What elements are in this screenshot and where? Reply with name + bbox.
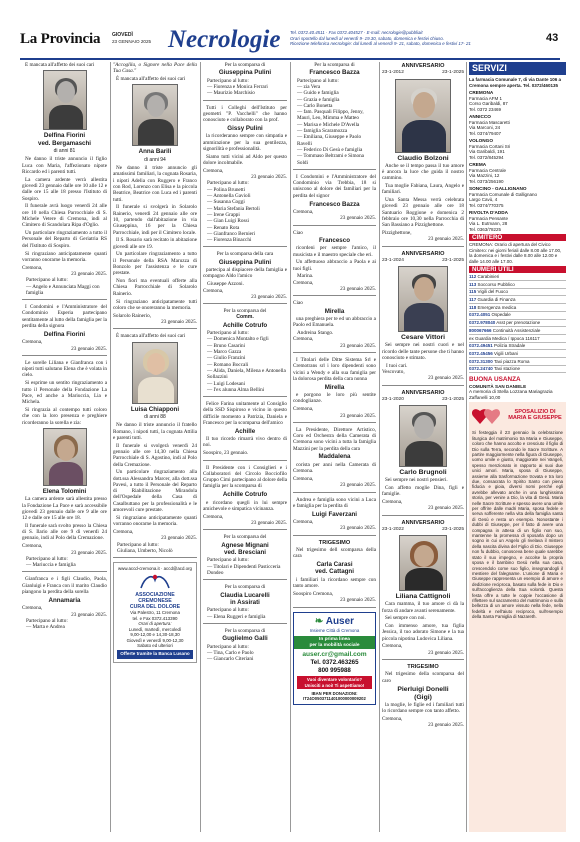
condolence-pulini-1: Per la scomparsa di Giuseppina Pulini Partecipano al lutto: — Fiorenza e Monica Ferrari — Maurizio Marchisio [203, 62, 287, 101]
trigesimo-donelli: TRIGESIMO Nel trigesimo della scomparsa del caro Pierluigi Donelli (Gigi) la moglie, le figlie ed i familiari tutti lo ricordano sempre con tanto affetto. Cremona, 23 gennaio 2025. [382, 664, 464, 729]
header-rule [20, 58, 560, 60]
page-header [20, 27, 560, 55]
deceased-name: Maddalena [318, 453, 351, 461]
deceased-name: Cesare Vittori [400, 334, 446, 342]
auser-advertisement: ❧ Auser Insieme Città di Cremona In prima linea per la mobilità sociale auser.cr@gmail.com Tel. 0372.463265 800 995988 Vuoi diventare volontario? Unisciti a noi! Ti aspettiamo! IBAN PER DONAZIONI: IT24O0503711401000000009202 [293, 612, 376, 706]
deceased-name: Gissy Pulini [227, 124, 263, 132]
column-divider [110, 62, 111, 832]
deceased-name: Claudia Lucarelli [220, 591, 270, 599]
list-item: 0372.24740 Taxi stazione [469, 366, 566, 374]
deceased-name: Francesco [319, 236, 350, 244]
cimitero-heading: CIMITERO [469, 234, 566, 241]
numeri-utili-list [469, 273, 566, 373]
list-item: 117 Guardia di Finanza [469, 296, 566, 304]
portrait-photo [132, 84, 178, 146]
sposalizio-text: Si festeggia il 23 gennaio la celebrazione liturgica del matrimonio tra Maria e Giuseppe, coloro che hanno accolto e cresciuto il figlio di Dio sulla Terra, secondo le Sacre Scritture. A partire maggiormente nella figura di Giuseppe, uomo umile e giusto, maggiorate nei Vangeli, spesso menzionato in rapporto ai suoi due unici amori. Maria, sposa di Giuseppe, assieme alla trasformazione trovata e tra loro due, consacrata lo Spirito Santo con piena fiducia e gioia, diversi nomi perché egli avrebbe allevato anche in una lunghissima storia, per venire a Dio, la vita di Gesù. Maria nelle Sacre Scritture e spesso avere una umile per offrire dalle madri Maria, sposa fedele e serva sofferente nella vita della famiglia santa di Gesù e resta un esempio. Nonostante i dubbi di Giuseppe, per il fatto di avere una compagna in attesa di un figlio non suo, mantenne la promessa di sposarla dopo un sogno in cui un Angelo gli rivelava il mistero della nascita divina del Figlio di Dio. Giuseppe non fu dubbio, conosceva bene quale sarebbe stato il suo impegno, e accolse la propria sposa e il bambino Gesù nella sua casa, crescendolo come suo figlio, insegnandogli il mestiere del falegname. L'unione di Maria e Giuseppe rappresenta un esempio di amore e dedizione reciproca, basato sulla fede in Dio e sull'accoglienza della Sua volontà. Questa festa offre a tutte le coppie l'occasione di riflettere sul sacramento del matrimonio e sulla bellezza di un amore vissuto nella fede, nella fedeltà e nell'aiuto reciproco, sull'esempio della Santa Famiglia di Nazareth. [469, 428, 566, 832]
accd-logo-icon [135, 572, 175, 590]
column-divider [466, 62, 467, 832]
portrait-photo [43, 70, 87, 130]
list-item: 0372.4051 Ospedale [469, 312, 566, 320]
services-sidebar: SERVIZI La farmacia Comunale 7, di via Dante 106 a Cremona sempre aperta. Tel. 0372/460135 CREMONA Farmacia AFM 1 Corso Garibaldi, 87 Tel. 0372 23469 ANNICCO Farmacia Mascaretti Via Marconi, 24 Tel. 0374/79407 VOLONGO Farmacia Cortani Sri Via Garibaldi, 191 Tel. 0372/845294 CREMA Farmacia Centrale Via Mazzini, 12 Tel. 0373/256190 SONCINO - GALLIGNANO Farmacia Comunale di Gallignano Largo Cavù, 4 Tel. 0374/770375 RIVOLTA D'ADDA Farmacia Pensante Via L. Eutmann, 28 Tel. 0363/78225 CIMITERO CREMONA: Orario di apertura del Civico Cimitero: nei giorni feriali dalle 8.00 alle 17.00, la domenica e i festivi dalle 8.00 alle 12.00 e dalle 14.00 alle 17.00. NUMERI UTILI 112 Carabinieri 113 Soccorso Pubblico 115 Vigili del Fuoco 117 Guardia di Finanza 118 Emergenza medica 0372.4051 Ospedale 0372.978040 Asst per prenotazione 800067666 Continuità Assistenziale ex Guardia Medica / Ippoca 116117 0372.49451 Polizia Stradale 0372.45456 Vigili Urbani 0372.31300 Taxi piazza Roma 0372.24740 Taxi stazione BUONA USANZA COMUNITÀ SAN DANIELE A memoria di Stella Lozzana Mariagrazia Zaffanelli 10,00 SPOSALIZIO DI MARIA E GIUSEPPE Si festeggia il 23 gennaio la celebrazione liturgica del matrimonio tra Maria e Giuseppe, coloro che hanno accolto e cresciuto il figlio di Dio sulla Terra, secondo le Sacre Scritture. A partire maggiormente nella figura di Giuseppe, uomo umile e giusto, maggiorate nei Vangeli, spesso menzionato in rapporto ai suoi due unici amori. Maria, sposa di Giuseppe, assieme alla trasformazione trovata e tra loro due, consacrata lo Spirito Santo con piena fiducia e gioia, diversi nomi perché egli avrebbe allevato anche in una lunghissima storia, per venire a Dio, la vita di Gesù. Maria nelle Sacre Scritture e spesso avere una umile per offrire dalle madri Maria, sposa fedele e serva sofferente nella vita della famiglia santa di Gesù e resta un esempio. Nonostante i dubbi di Giuseppe, per il fatto di avere una compagna in attesa di un figlio non suo, mantenne la promessa di sposarla dopo un sogno in cui un Angelo gli rivelava il mistero della nascita divina del Figlio di Dio. Giuseppe non fu dubbio, conosceva bene quale sarebbe stato il suo impegno, e accolse la propria sposa e il bambino Gesù nella sua casa, crescendolo come suo figlio, insegnandogli il mestiere del falegname. L'unione di Maria e Giuseppe rappresenta un esempio di amore e dedizione reciproca, basato sulla fede in Dio e sull'accoglienza della Sua volontà. Questa festa offre a tutte le coppie l'occasione di riflettere sul sacramento del matrimonio e sulla bellezza di un amore vissuto nella fede, nella fedeltà e nell'aiuto reciproco, sull'esempio della Santa Famiglia di Nazareth. [469, 62, 566, 832]
accd-advertisement: www.accd-cremona.it · accd@acd.org ASSOCIAZIONE CREMONESE CURA DEL DOLORE Via Palestro, 11 Cremona tel. e Fax 0372.413390 Orari di apertura: Lunedì, martedì, mercoledì 9,00-12,00 e 14,30-18,30 Giovedì e venerdì 9,00-12,30 Sabato ed ulteriori Offerte tramite la Banca Lusano [113, 562, 197, 662]
buona-usanza-title: BUONA USANZA [469, 376, 521, 384]
condolence-lucarelli: Per la scomparsa di Claudia Lucarelli in Assirati Partecipano al lutto: — Elena Ruggeri e famiglia [203, 584, 287, 624]
deceased-name: Luigi Faverzani [311, 510, 358, 518]
column-4 [293, 62, 376, 832]
condolence-mignani: Per la scomparsa del Agnese Mignani ved. Bresciani Partecipano al lutto: — Titolari e Dipendenti Pasticceria Dondeo [203, 534, 287, 580]
deceased-name: Claudio Bolzoni [397, 154, 449, 162]
condolence-cotrufo-1: Per la scomparsa del Comm. Achille Cotrufo Partecipano al lutto: — Domenica Montalto e figli — Bruno Casarini — Marco Gazza — Giulio Franzini — Romano Boccali — Alida, Daniela, Milena e Antonella Sollazzini — Luigi Lodesani — I'ex alunna Alma Bellini [203, 308, 287, 397]
column-3 [203, 62, 287, 832]
auser-logo: ❧ Auser [314, 615, 355, 627]
condolence-condominio: I Condomini e l'Amministratore del Condominio Esperia partecipano sentitamente al lutto della famiglia per la perdita della signora Delfina Fiorini Cremona, 23 gennaio 2025. [22, 304, 107, 356]
newspaper-logo: La Provincia [20, 31, 101, 47]
deceased-name: Carlo Brugnoli [399, 469, 447, 477]
deceased-name: Achille Cotrufo [222, 321, 268, 329]
deceased-name: Pierluigi Donelli [397, 685, 449, 693]
obituary-tolomini: Le sorelle Liliana e Gianfranca con i nipoti tutti salutano Elena che è volata in cielo. Si esprime un sentito ringraziamento a tutto il Personale della Fondazione La Pace, ed anche a Mariuccia, Lia e Michela. Si ringrazia al contempo tutti coloro che con la loro presenza e preghiere ricorderanno la sorella e zia: Elena Tolomini La camera ardente sarà allestita presso la Fondazione La Pace e sarà accessibile giovedì 23 gennaio dalle ore 9 alle ore 12 e dalle ore 15 alle ore 18. Il funerale sarà svolto presso la Chiesa di S. Ilario alle ore 9 di venerdì 24 gennaio, indi al Polo della Cremazione. Cremona, 23 gennaio 2025. Partecipano al lutto: — Mariuccia e famiglia [22, 360, 107, 573]
page-number: 43 [546, 32, 559, 44]
portrait-photo [399, 405, 447, 467]
portrait-photo [399, 535, 447, 591]
deceased-name: Achille Cotrufo [222, 491, 268, 499]
deceased-name: Delfina Fiorini [43, 330, 86, 338]
obituary-fiorini: È mancata all'affetto dei suoi cari Delfina Fiorini ved. Bergamaschi di anni 81 Ne danno il triste annuncio il figlio Luca con Maria, l'affezionato nipote Riccardo ed i parenti tutti. La camera ardente verrà allestita giovedì 23 gennaio dalle ore 10 alle 12 e dalle ore 15 alle 18 presso l'Istituto di Sospiro. Il funerale avrà luogo venerdì 24 alle ore 10 nella Chiesa Parrocchiale di S. Michele Vetere di Cremona, indi al Cimitero di Scandolara Ripa d'Oglio. Un particolare ringraziamento a tutto il Personale del Reparto di Geriatria RS del l'Istituto di Sospiro. Si ringraziano anticipatamente quanti vorranno onorarne la memoria. Cremona, 23 gennaio 2025. Partecipano al lutto: — Angelo e Annunciata Maggi con famiglia [22, 62, 107, 300]
deceased-name: Achille [234, 427, 256, 435]
condolence-mirella-2: I Titolari delle Ditte Sistema Srl e Cremotrans srl i loro dipendenti sono vicini a Wendy e alla sua famiglia per la dolorosa perdita della cara nonna Mirella e porgono le loro più sentite condoglianze. Cremona, 23 gennaio 2025. [293, 357, 376, 423]
condolence-cotrufo-3: Il Presidente con i Consiglieri e i Collaboratori del Circolo Bocciofilo Gruppo Cimi partecipano al dolore della famiglia per la scomparsa di Achille Cotrufo e ricordano quegli in lui sempre amichevole e simpatica vicinanza. Cremona, 23 gennaio 2025. [203, 465, 287, 531]
deceased-name: Delfina Fiorini [43, 132, 86, 140]
column-divider [200, 62, 201, 832]
section-title: Necrologie [168, 26, 281, 53]
ad-website[interactable]: www.accd-cremona.it · accd@acd.org [117, 566, 192, 572]
list-item: 115 Vigili del Fuoco [469, 289, 566, 297]
anniversary-cattignoli: ANNIVERSARIO 23-1-2022 23-1-2025 Liliana Cattignoli Cara mamma, il tuo amore ci dà la forza di andare avanti serenamente. Sei sempre con noi. Con immenso amore, tua figlia Jessica, il tuo adorato Simone e la tua piccola nipotina Ludovica Liliana. Cremona, 23 gennaio 2025. [382, 520, 464, 660]
condolence-galli: Per la scomparsa di Guglielmo Galli Partecipano al lutto: — Tina, Carlo e Paolo — Giancarlo Citeriani [203, 628, 287, 666]
auser-email-link[interactable]: auser.cr@gmail.com [302, 651, 367, 659]
deceased-name: Giuseppina Pulini [218, 69, 272, 77]
deceased-name: Agnese Mignani [221, 541, 269, 549]
contact-info: Tel. 0372.40.4511 · Fax 0372.404527 · E-mail: necrologie@pubbliait Orari sportello dal lunedì al venerdì 9- 19.30, sabato, domenica e festivi chiuso. Ricezione telefonica necrologie: dal lunedì al venerdì 9- 21, sabato, domenica e festivi 17- 21 [290, 30, 471, 47]
anniversary-vittori: ANNIVERSARIO 23-1-2024 23-1-2025 Cesare Vittori Sei sempre nei nostri cuori e nel ricordo delle tante persone che ti hanno conosciuto e stimato. I tuoi cari. Vescovato, 23 gennaio 2025. [382, 251, 464, 386]
list-item: 0372.49451 Polizia Stradale [469, 343, 566, 351]
hearts-icon [471, 404, 503, 426]
auser-leaf-icon: ❧ [314, 615, 324, 627]
deceased-name: Giuseppina Pulini [218, 258, 272, 266]
condolence-maddalena: La Presidente, Direttore Artistico, Coro ed Orchestra della Camerata di Cremona sono vicini a tutta la famiglia Mazzini per la perdita della cara Maddalena corista per anni nella Camerata di Cremona. Cremona, 23 gennaio 2025. [293, 427, 376, 493]
column-2 [113, 62, 197, 832]
list-item: 800067666 Continuità Assistenziale [469, 327, 566, 335]
deceased-name: Mirella [324, 307, 345, 315]
list-item: 112 Carabinieri [469, 273, 566, 281]
portrait-photo [132, 342, 178, 404]
obituary-annamaria: Gianfranca e i figli Claudio, Paola, Gianluigi e Franca con il marito Claudio piangono la perdita della sorella Annamaria Cremona, 23 gennaio 2025. Partecipano al lutto: — Marta e Andrea [22, 576, 107, 631]
list-item: 0372.31300 Taxi piazza Roma [469, 358, 566, 366]
deceased-name: Anna Barili [138, 148, 172, 156]
condolence-bazza-1: Per la scomparsa di Francesco Bazza Partecipano al lutto: — zia Vera — Guido e famiglia — Grazia e famiglia — Carlo Bonetta — fam. Pasquali Filippo, Jenny, Mauri, Leo, Mimma e Matteo — Marisa e Michele D'Avella — famiglia Scaramozza — Emiliana, Giuseppe e Paolo Ravelli — Federico Di Gesù e famiglia — Tommaso Beltrami e Simona Soldi [293, 62, 376, 170]
list-item: ex Guardia Medica / Ippoca 116117 [469, 335, 566, 343]
portrait-photo [43, 428, 87, 486]
portrait-photo [395, 79, 451, 153]
condolence-bazza-2: I Condomini e l'Amministratore del Condominio via Trebbia, 18 si uniscono al dolore dei familiari per la perdita del signor Francesco Bazza Cremona, 23 gennaio 2025. [293, 174, 376, 226]
deceased-name: Luisa Chiapponi [130, 405, 180, 413]
column-divider [290, 62, 291, 832]
deceased-name: Guglielmo Galli [222, 635, 268, 643]
deceased-name: Mirella [324, 383, 345, 391]
deceased-name: Liliana Cattignoli [395, 593, 451, 601]
services-title: SERVIZI [469, 62, 566, 75]
list-item: 118 Emergenza medica [469, 304, 566, 312]
deceased-name: Elena Tolomini [42, 487, 87, 495]
obituary-chiapponi: È mancata all'affetto dei suoi cari Luisa Chiapponi di anni 88 Ne danno il triste annuncio il fratello Romano, i nipoti tutti, la cognata Attilia e parenti tutti. Il funerale si svolgerà venerdì 24 gennaio alle ore 14,30 nella Chiesa Parrocchiale di S. Agostino, indi al Polo della Cremazione. Un particolare ringraziamento alla dott.ssa Alessandra Marcer, alla dott.ssa Pavesi, a tutto il Personale del Reparto di Riabilitazione Mirandola dell'Ospedale della Casa di Casalbuttano per la professionalità e le amorevoli cure prestate. Si ringraziano anticipatamente quanti vorranno onorarne la memoria. Cremona, 23 gennaio 2025. Partecipano al lutto: Giuliana, Umberto, Nicolò [113, 333, 197, 558]
auser-phone: Tel. 0372.463265 [310, 659, 359, 667]
anniversary-bolzoni: ANNIVERSARIO 23-1-2012 23-1-2025 Claudio Bolzoni Anche se il tempo passa il tuo amore è ancora la luce che guida il nostro cammino. Tua moglie Fabiana, Laura, Angelo e familiari. Una Santa Messa verrà celebrata giovedì 23 gennaio alle ore 18 Santuario Roggione e domenica 2 febbraio ore 10,30 nella Parrocchia di San Bassiano a Pizzighettone. Pizzighettone, 23 gennaio 2025. [382, 63, 464, 247]
list-item: 0372.978040 Asst per prenotazione [469, 320, 566, 328]
anniversary-brugnoli: ANNIVERSARIO 23-1-2020 23-1-2025 Carlo Brugnoli Sei sempre nei nostri pensieri. Con affetto moglie Dina, figli e famiglie. Cremona, 23 gennaio 2025. [382, 390, 464, 516]
column-divider [379, 62, 380, 832]
list-item: 113 Soccorso Pubblico [469, 281, 566, 289]
deceased-name: Francesco Bazza [309, 69, 360, 77]
list-item: 0372.45456 Vigili Urbani [469, 350, 566, 358]
condolence-pulini-2: Tutti i Colleghi dell'Istituto per geometri "P. Vacchelli" che hanno conosciuto e collaborato con la prof. Gissy Pulini la ricorderanno sempre con simpatia e ammirazione per la sua gentilezza, signorilità e professionalità. Siamo tutti vicini ad Aldo per questo dolore incolmabile. Cremona, 23 gennaio 2025. Partecipano al lutto: — Polina Brunetti — Antonella Gavioli — Susanna Coggi — Maria Stefania Bertoli — Irene Grappi — Gian Luigi Rossi — Renato Rota — Gianfranco Bernieri — Fiorenza Binacchi [203, 105, 287, 248]
condolence-mirella-1: Ciao Mirella una preghiera per te ed un abbraccio a Paolo ed Emanuela. Andreina Stango. Cremona, 23 gennaio 2025. [293, 300, 376, 353]
condolence-cotrufo-2: Felice Farina unitamente al Consiglio della SSD Sispiroso e vicino in questo difficile momento a Patrizia, Daniela e Francesco per la scomparsa dell'amico Achille Il tuo ricordo rimarrà vivo dentro di noi. Soospiro, 23 gennaio. [203, 401, 287, 460]
numeri-utili-heading: NUMERI UTILI [469, 266, 566, 273]
portrait-photo [398, 266, 448, 332]
deceased-name: Carla Carasi [316, 561, 353, 569]
deceased-name: Francesco Bazza [309, 200, 360, 208]
column-5 [382, 62, 464, 832]
condolence-faverzani: Andrea e famiglia sono vicini a Luca e famiglia per la perdita di Luigi Faverzani Cremona, 23 gennaio 2025. [293, 497, 376, 536]
auser-toll-free: 800 995988 [318, 666, 351, 674]
condolence-bazza-3: Ciao Francesco ricordeni per sempre l'amico, il musicista e il maestro speciale che eri. Un affettuoso abbraccio a Paola e ai tuoi figli. Marina. Cremona, 23 gennaio 2025. [293, 230, 376, 297]
deceased-name: Annamaria [48, 596, 81, 604]
obituary-barili: "Accoglila, o Signore nella Pace della Tua Casa." È mancata all'affetto dei suoi cari Anna Barili di anni 94 Ne danno il triste annuncio gli amatissimi familiari, la cognata Rosaria, i nipoti Adelia con Ruggero e Franco con Rod, Lorenzo con Elisa e la piccola Beatrice, Beatrice con Luca ed i parenti tutti. Il funerale si svolgerà in Solarolo Rainerio, venerdì 24 gennaio alle ore 10, partendo dall'abitazione in via Giuseppina, 16 per la Chiesa Parrocchiale, indi per il Cimitero locale. Il S. Rosario sarà recitato in abitazione giovedì alle ore 19. Un particolare ringraziamento a tutto il Personale della RSA Maruzza di Bonzolo per l'assistenza e le cure prestate. Non fiori ma eventuali offerte alla Chiesa Parrocchiale di Solarolo Rainerio. Si ringraziano anticipatamente tutti coloro che se onoreranno la memoria. Solarolo Rainerio, 23 gennaio 2025. [113, 62, 197, 329]
issue-date: GIOVEDÌ 23 GENNAIO 2025 [112, 32, 152, 44]
column-1 [22, 62, 107, 832]
sposalizio-box: SPOSALIZIO DI MARIA E GIUSEPPE [469, 402, 566, 428]
condolence-pulini-3: Per la scomparsa della cara Giuseppina Pulini partecipa al dispiacere della famiglia e compagno Aldo l'amico Giuseppe Azzoni. Cremona, 23 gennaio 2025. [203, 251, 287, 304]
trigesimo-carasi: TRIGESIMO Nel trigesimo dell scomparsa della cara Carla Carasi ved. Cattagni i familiari la ricordano sempre con tanto amore. Soospiro Cremona, 23 gennaio 2025. [293, 540, 376, 608]
